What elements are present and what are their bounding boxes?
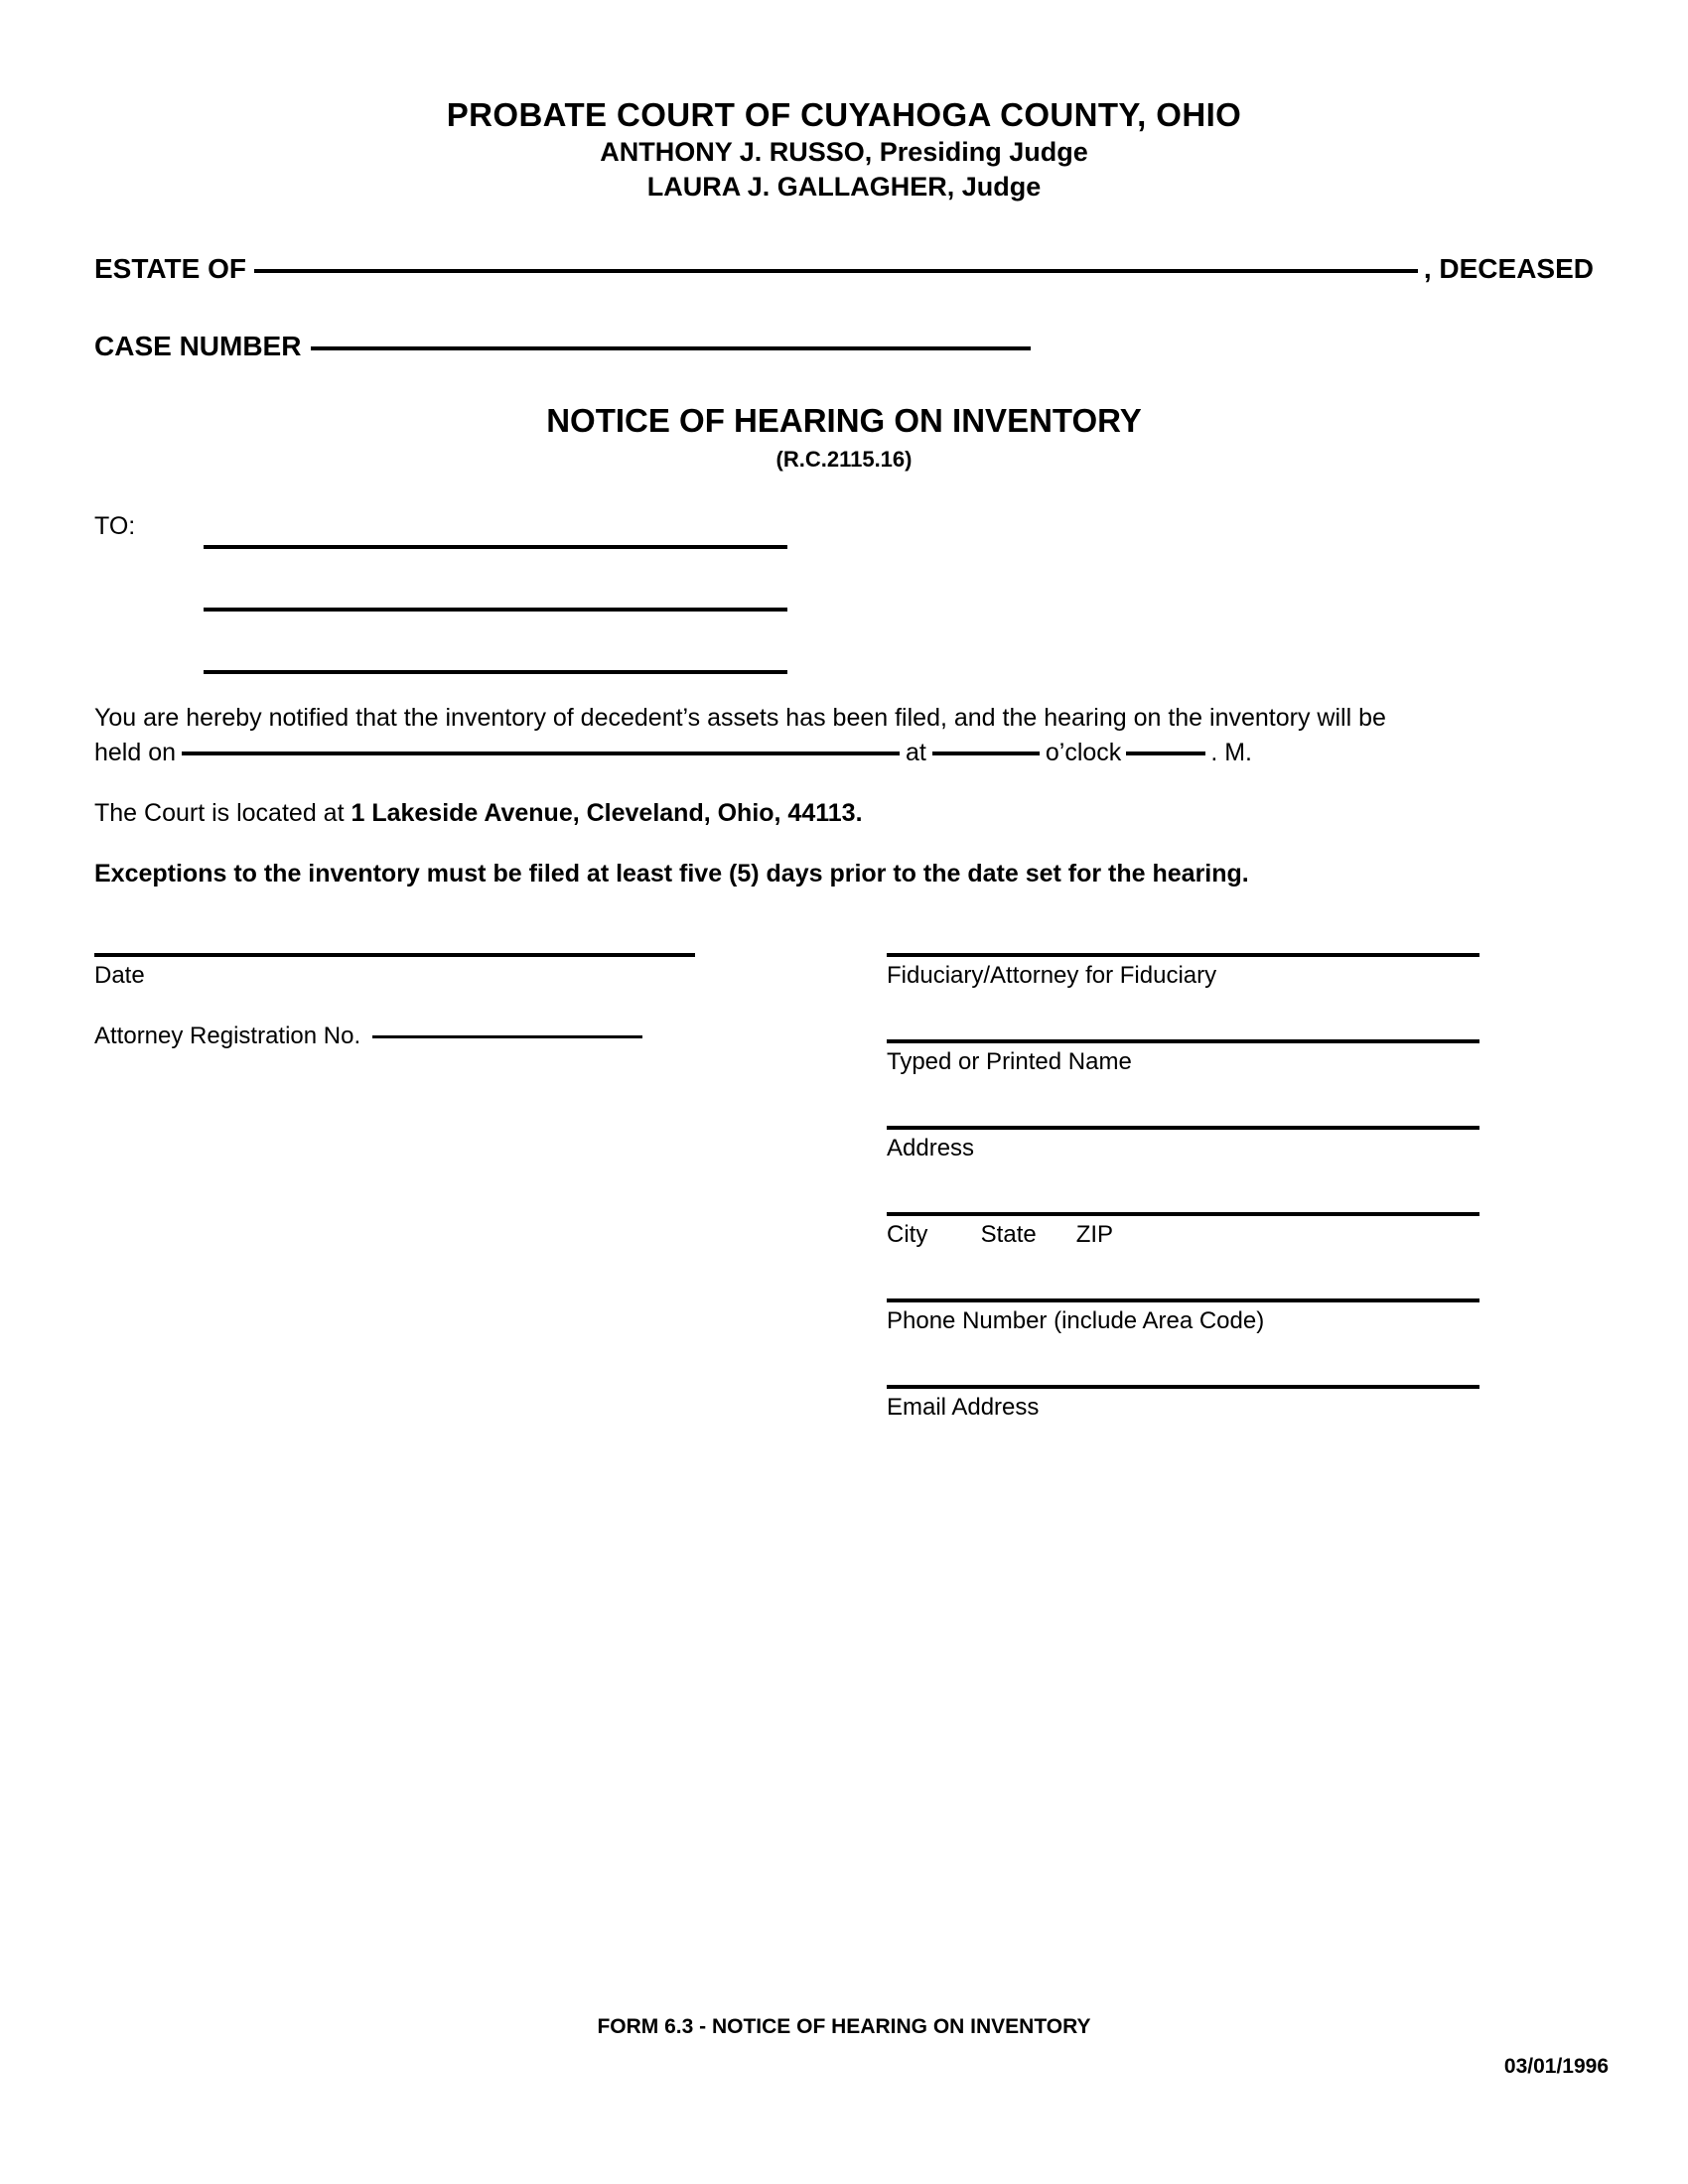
presiding-judge-name: ANTHONY J. RUSSO, Presiding Judge (600, 137, 1088, 168)
address-caption: Address (887, 1135, 975, 1161)
signature-block-right (887, 953, 1479, 1422)
spacer (887, 1249, 1479, 1298)
signature-block-left (94, 953, 695, 1050)
fiduciary-signature-field (887, 953, 1479, 990)
phone-number-caption: Phone Number (include Area Code) (887, 1307, 1265, 1334)
form-title: NOTICE OF HEARING ON INVENTORY (546, 402, 1142, 439)
to-input-line-1[interactable] (204, 545, 787, 549)
court-header (0, 95, 1688, 205)
court-location (94, 799, 863, 828)
judge-name: LAURA J. GALLAGHER, Judge (646, 172, 1042, 203)
attorney-registration-input[interactable] (372, 1035, 642, 1038)
to-input-line-2[interactable] (204, 608, 787, 612)
printed-name-field (887, 1039, 1479, 1076)
to-label: TO: (94, 512, 136, 540)
form-citation: (R.C.2115.16) (775, 447, 913, 472)
attorney-registration-label: Attorney Registration No. (94, 1023, 361, 1049)
date-caption: Date (94, 962, 145, 989)
spacer (94, 990, 695, 1023)
spacer (887, 1076, 1479, 1126)
spacer (887, 990, 1479, 1039)
estate-of-input[interactable] (254, 269, 1418, 273)
city-state-zip-field (887, 1212, 1479, 1249)
held-on-label: held on (94, 739, 177, 766)
exceptions-notice: Exceptions to the inventory must be filed at least five (5) days prior to the date set for the hearing. (94, 860, 1249, 887)
court-title: PROBATE COURT OF CUYAHOGA COUNTY, OHIO (446, 96, 1242, 133)
hearing-date-input[interactable] (182, 751, 900, 755)
meridiem-label: . M. (1210, 739, 1252, 766)
email-address-caption: Email Address (887, 1394, 1040, 1421)
city-state-zip-caption: City State ZIP (887, 1221, 1114, 1248)
spacer (887, 1335, 1479, 1385)
notice-paragraph: You are hereby notified that the inventory of decedent’s assets has been filed, and the hearing on the inventory will be (94, 704, 1386, 732)
estate-of-label: ESTATE OF (94, 253, 246, 284)
at-label: at (906, 739, 926, 766)
oclock-label: o’clock (1045, 739, 1122, 766)
case-number-row (94, 331, 1594, 362)
case-number-label: CASE NUMBER (94, 331, 302, 361)
to-input-line-3[interactable] (204, 670, 787, 674)
address-field (887, 1126, 1479, 1162)
court-location-address: 1 Lakeside Avenue, Cleveland, Ohio, 44113. (351, 799, 863, 827)
phone-number-field (887, 1298, 1479, 1335)
footer-revision-date: 03/01/1996 (1503, 2055, 1609, 2078)
fiduciary-signature-caption: Fiduciary/Attorney for Fiduciary (887, 962, 1217, 989)
email-address-field (887, 1385, 1479, 1422)
hearing-datetime-row (94, 739, 1539, 767)
hearing-hour-input[interactable] (932, 751, 1040, 755)
attorney-registration-field (94, 1023, 695, 1050)
spacer (887, 1162, 1479, 1212)
hearing-ampm-input[interactable] (1126, 751, 1205, 755)
deceased-label: , DECEASED (1423, 253, 1594, 284)
estate-of-row (94, 253, 1594, 285)
printed-name-caption: Typed or Printed Name (887, 1048, 1132, 1075)
footer-form-name: FORM 6.3 - NOTICE OF HEARING ON INVENTORY (597, 2015, 1091, 2038)
date-field (94, 953, 695, 990)
court-location-prefix: The Court is located at (94, 799, 352, 827)
case-number-input[interactable] (311, 346, 1031, 350)
